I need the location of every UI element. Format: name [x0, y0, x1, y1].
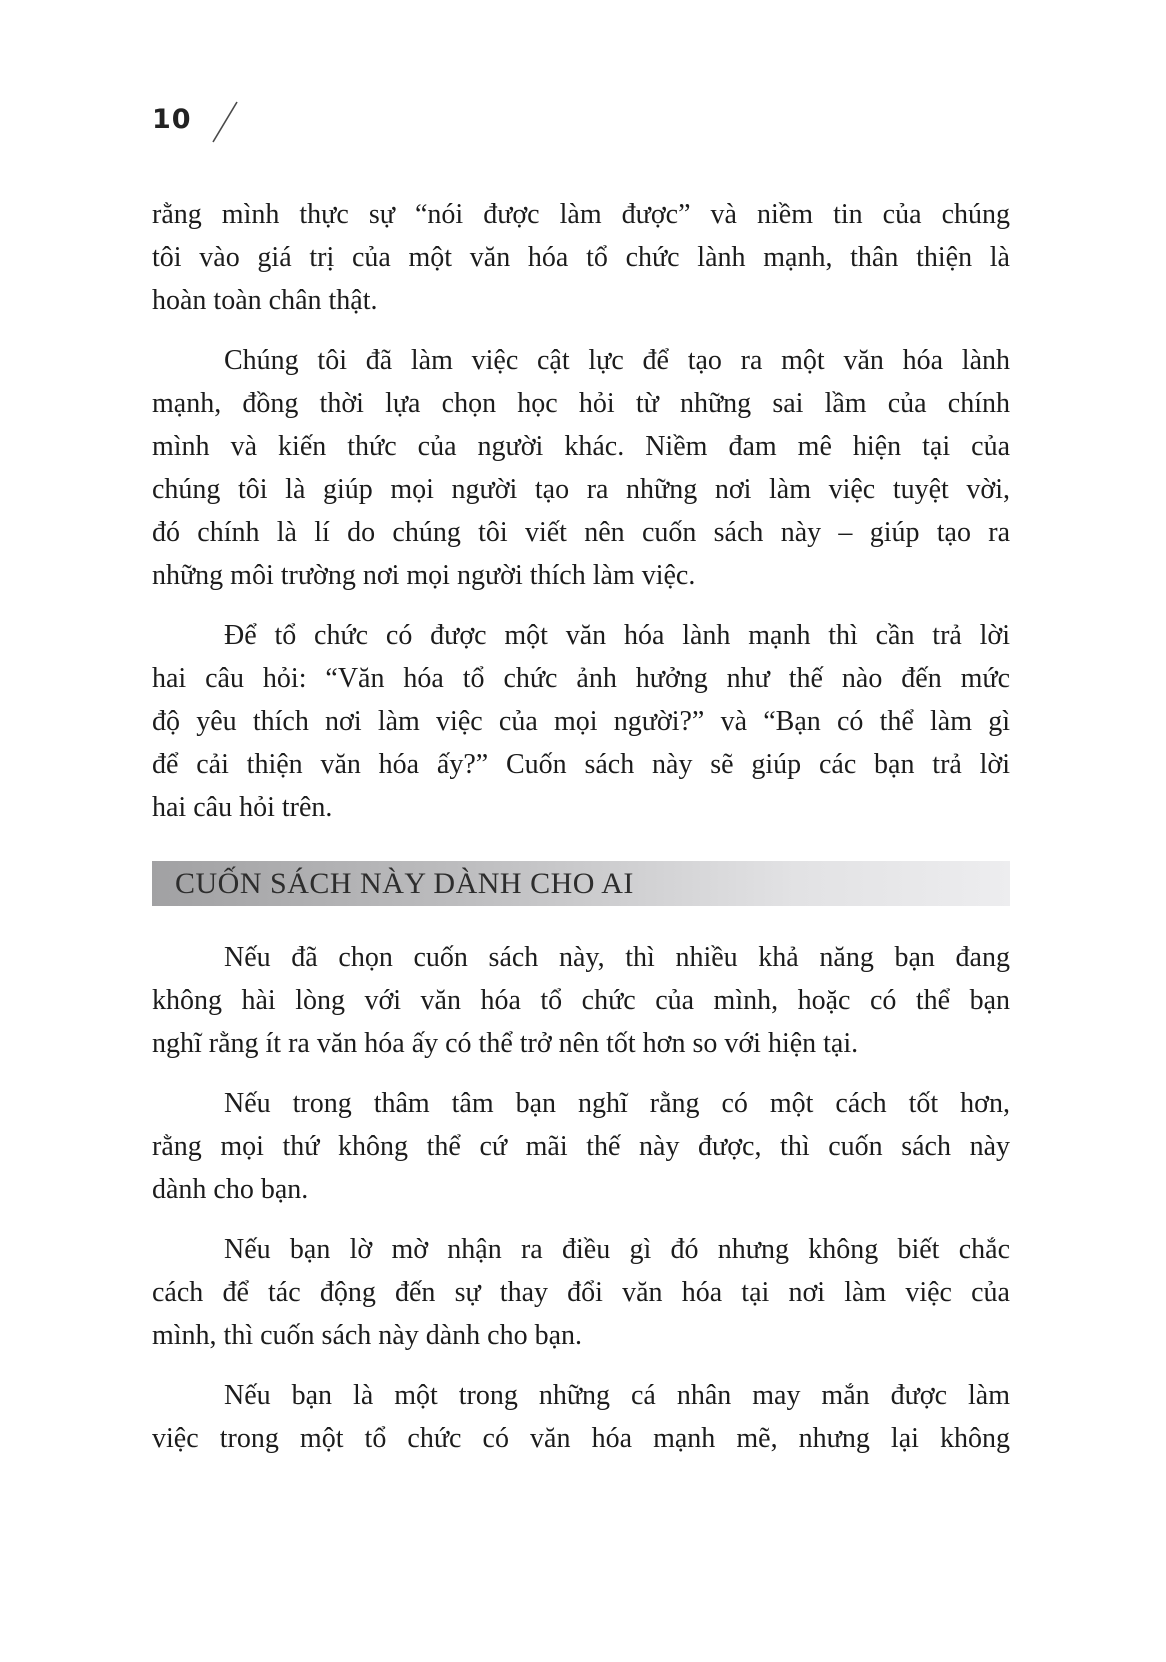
text-line: chúng tôi là giúp mọi người tạo ra những nơi làm việc tuyệt vời,: [152, 474, 1010, 505]
text-line: mình, thì cuốn sách này dành cho bạn.: [152, 1320, 583, 1351]
text-line: độ yêu thích nơi làm việc của mọi người?” và “Bạn có thể làm gì: [152, 706, 1010, 737]
text-line: không hài lòng với văn hóa tổ chức của mình, hoặc có thể bạn: [152, 985, 1010, 1016]
text-line: rằng mình thực sự “nói được làm được” và niềm tin của chúng: [152, 199, 1010, 230]
section-heading: CUỐN SÁCH NÀY DÀNH CHO AI: [152, 861, 1010, 906]
text-line: Để tổ chức có được một văn hóa lành mạnh thì cần trả lời: [224, 620, 1010, 651]
text-line: dành cho bạn.: [152, 1174, 309, 1205]
text-line: mạnh, đồng thời lựa chọn học hỏi từ những sai lầm của chính: [152, 388, 1010, 419]
paragraph: [152, 1082, 1010, 1211]
text-line: rằng mọi thứ không thể cứ mãi thế này được, thì cuốn sách này: [152, 1131, 1010, 1162]
text-line: việc trong một tổ chức có văn hóa mạnh mẽ, nhưng lại không: [152, 1423, 1010, 1454]
text-line: hai câu hỏi: “Văn hóa tổ chức ảnh hưởng như thế nào đến mức: [152, 663, 1010, 694]
text-line: Nếu trong thâm tâm bạn nghĩ rằng có một cách tốt hơn,: [224, 1088, 1010, 1119]
paragraph: [152, 1228, 1010, 1357]
text-line: cách để tác động đến sự thay đổi văn hóa tại nơi làm việc của: [152, 1277, 1010, 1308]
text-line: mình và kiến thức của người khác. Niềm đam mê hiện tại của: [152, 431, 1010, 462]
text-line: Chúng tôi đã làm việc cật lực để tạo ra một văn hóa lành: [224, 345, 1010, 376]
text-line: hoàn toàn chân thật.: [152, 285, 378, 316]
text-line: Nếu đã chọn cuốn sách này, thì nhiều khả năng bạn đang: [224, 942, 1010, 973]
paragraph: [152, 936, 1010, 1065]
paragraph: [152, 1374, 1010, 1460]
text-line: đó chính là lí do chúng tôi viết nên cuốn sách này – giúp tạo ra: [152, 517, 1010, 548]
text-line: những môi trường nơi mọi người thích làm việc.: [152, 560, 696, 591]
text-line: hai câu hỏi trên.: [152, 792, 333, 823]
page-number: 10: [152, 104, 192, 135]
paragraph: [152, 193, 1010, 322]
paragraph: [152, 614, 1010, 829]
page-number-slash-icon: [208, 99, 242, 145]
text-line: để cải thiện văn hóa ấy?” Cuốn sách này sẽ giúp các bạn trả lời: [152, 749, 1010, 780]
paragraph: [152, 339, 1010, 597]
text-line: tôi vào giá trị của một văn hóa tổ chức lành mạnh, thân thiện là: [152, 242, 1010, 273]
page-content: [152, 193, 1010, 1460]
text-line: Nếu bạn lờ mờ nhận ra điều gì đó nhưng không biết chắc: [224, 1234, 1010, 1265]
page-header: [152, 103, 1010, 147]
text-line: nghĩ rằng ít ra văn hóa ấy có thể trở nên tốt hơn so với hiện tại.: [152, 1028, 859, 1059]
text-line: Nếu bạn là một trong những cá nhân may mắn được làm: [224, 1380, 1010, 1411]
